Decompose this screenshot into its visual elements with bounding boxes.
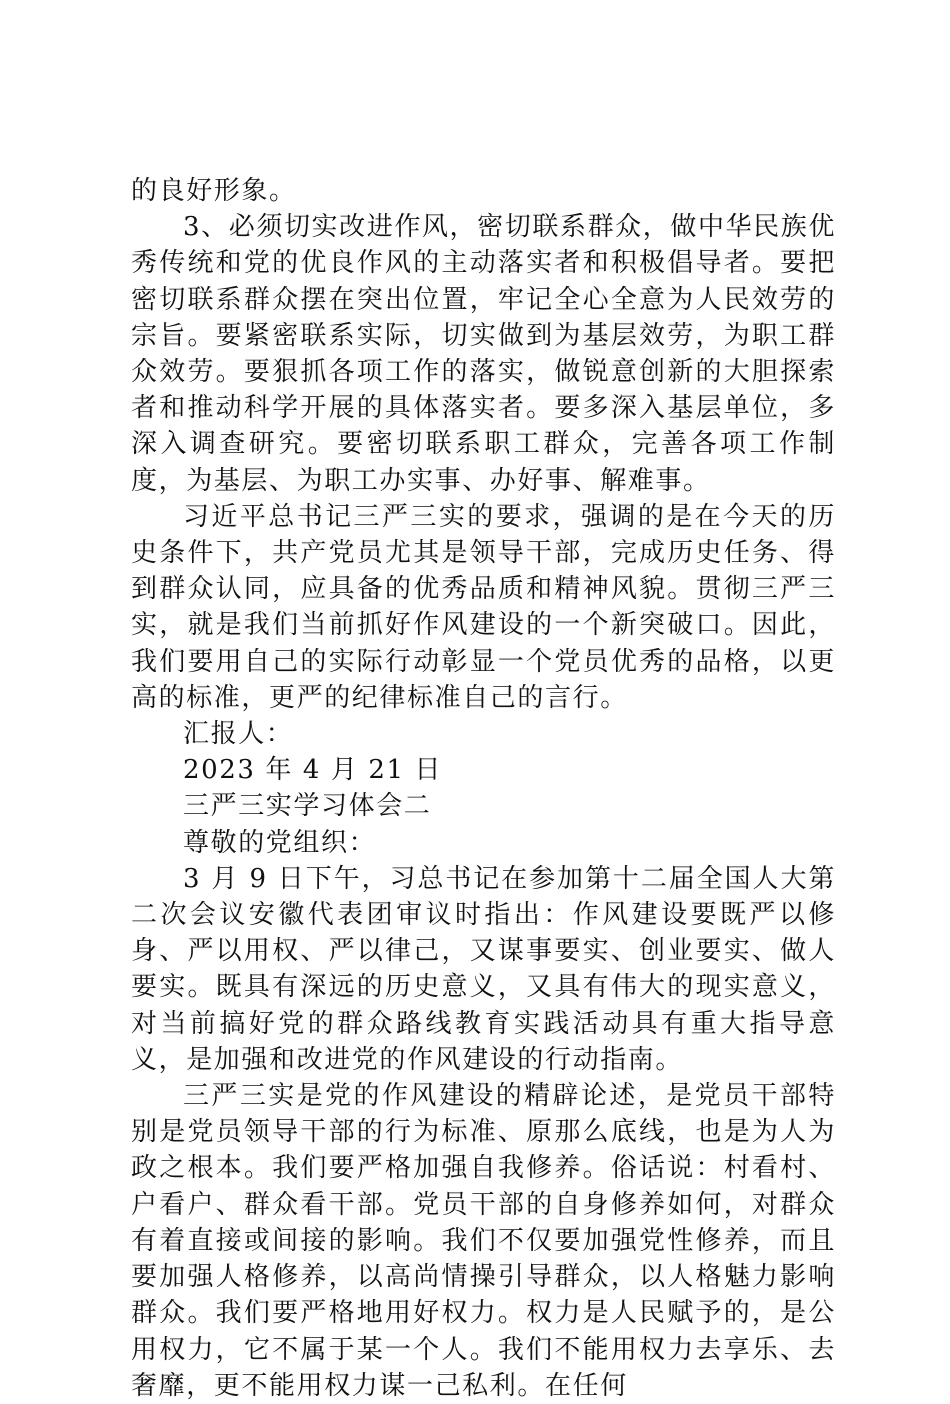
- reporter-line: 汇报人：: [183, 719, 294, 750]
- paragraph-2: 3、必须切实改进作风，密切联系群众，做中华民族优秀传统和党的优良作风的主动落实者和积极倡导者。要把密切联系群众摆在突出位置，牢记全心全意为人民效劳的宗旨。要紧密联系实际，切实做到为基层效劳，为职工群众效劳。要狠抓各项工作的落实，做锐意创新的大胆探索者和推动科学开展的具体落实者。要多深入基层单位，多深入调查研究。要密切联系职工群众，完善各项工作制度，为基层、为职工办实事、办好事、解难事。: [131, 212, 836, 496]
- paragraph-3: 习近平总书记三严三实的要求，强调的是在今天的历史条件下，共产党员尤其是领导干部，完成历史任务、得到群众认同，应具备的优秀品质和精神风貌。贯彻三严三实，就是我们当前抓好作风建设的一个新突破口。因此，我们要用自己的实际行动彰显一个党员优秀的品格，以更高的标准，更严的纪律标准自己的言行。: [131, 501, 836, 713]
- paragraph-5: 三严三实是党的作风建设的精辟论述，是党员干部特别是党员领导干部的行为标准、原那么底线，也是为人为政之根本。我们要严格加强自我修养。俗话说：村看村、户看户、群众看干部。党员干部的自身修养如何，对群众有着直接或间接的影响。我们不仅要加强党性修养，而且要加强人格修养，以高尚情操引导群众，以人格魅力影响群众。我们要严格地用好权力。权力是人民赋予的，是公用权力，它不属于某一个人。我们不能用权力去享乐、去奢靡，更不能用权力谋一己私利。在任何: [131, 1081, 836, 1401]
- salutation: 尊敬的党组织：: [183, 827, 377, 858]
- paragraph-4: 3 月 9 日下午，习总书记在参加第十二届全国人大第二次会议安徽代表团审议时指出：作风建设要既严以修身、严以用权、严以律己，又谋事要实、创业要实、做人要实。既具有深远的历史意义，又具有伟大的现实意义，对当前搞好党的群众路线教育实践活动具有重大指导意义，是加强和改进党的作风建设的行动指南。: [131, 863, 836, 1075]
- date-line: 2023 年 4 月 21 日: [183, 755, 443, 786]
- paragraph-1: 的良好形象。: [131, 176, 297, 206]
- document-body: [131, 173, 836, 1404]
- section-title: 三严三实学习体会二: [183, 791, 432, 822]
